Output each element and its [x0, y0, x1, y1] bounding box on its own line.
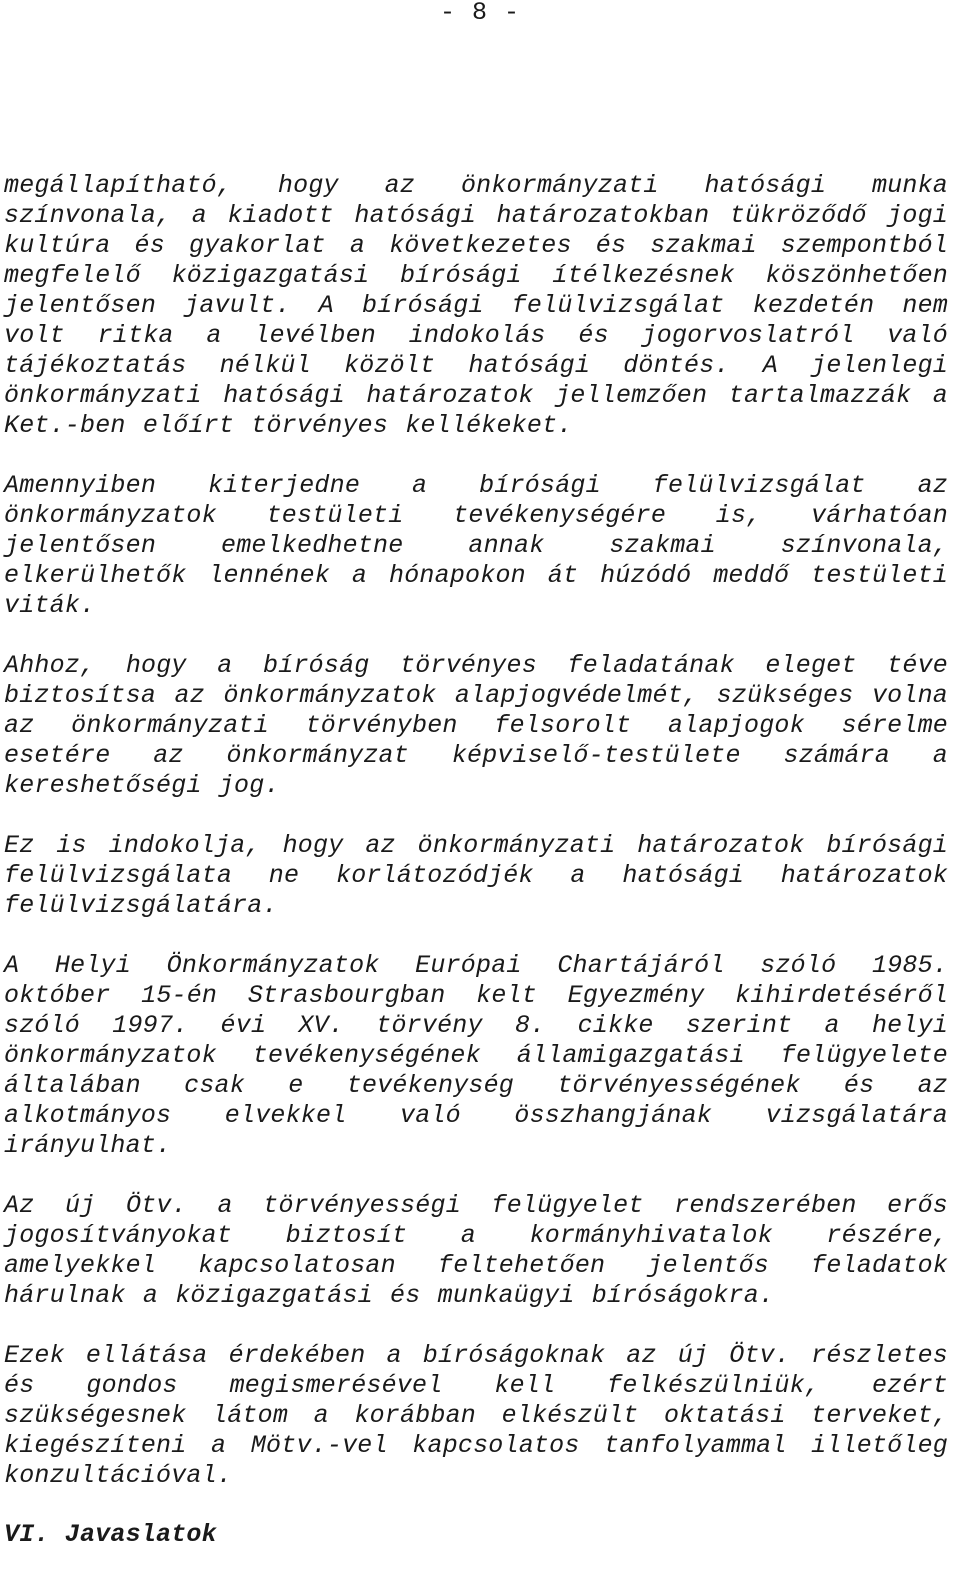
- paragraph-2: Amennyiben kiterjedne a bírósági felülvizsgálat az önkormányzatok testületi tevékenységére is, várhatóan jelentősen emelkedhetne annak szakmai színvonala, elkerülhetők lennének a hónapokon át húzódó meddő testületi viták.: [4, 471, 948, 620]
- section-heading: VI. Javaslatok: [4, 1520, 217, 1549]
- paragraph-6: Az új Ötv. a törvényességi felügyelet rendszerében erős jogosítványokat biztosít a kormányhivatalok részére, amelyekkel kapcsolatosan feltehetően jelentős feladatok hárulnak a közigazgatási és munkaügyi bíróságokra.: [4, 1191, 948, 1310]
- paragraph-1: megállapítható, hogy az önkormányzati hatósági munka színvonala, a kiadott hatósági határozatokban tükröződő jogi kultúra és gyakorlat a következetes és szakmai szempontból megfelelő közigazgatási bírósági ítélkezésnek köszönhetően jelentősen javult. A bírósági felülvizsgálat kezdetén nem volt ritka a levélben indokolás és jogorvoslatról való tájékoztatás nélkül közölt hatósági döntés. A jelenlegi önkormányzati hatósági határozatok jellemzően tartalmazzák a Ket.-ben előírt törvényes kellékeket.: [4, 171, 948, 440]
- page-number: - 8 -: [439, 0, 520, 27]
- paragraph-7: Ezek ellátása érdekében a bíróságoknak az új Ötv. részletes és gondos megismerésével kell felkészülniük, ezért szükségesnek látom a korábban elkészült oktatási terveket, kiegészíteni a Mötv.-vel kapcsolatos tanfolyammal illetőleg konzultációval.: [4, 1341, 948, 1490]
- paragraph-4: Ez is indokolja, hogy az önkormányzati határozatok bírósági felülvizsgálata ne korlátozódjék a hatósági határozatok felülvizsgálatára.: [4, 831, 948, 920]
- document-body: [4, 171, 948, 1550]
- paragraph-5: A Helyi Önkormányzatok Európai Chartájáról szóló 1985. október 15-én Strasbourgban kelt Egyezmény kihirdetéséről szóló 1997. évi XV. törvény 8. cikke szerint a helyi önkormányzatok tevékenységének államigazgatási felügyelete általában csak e tevékenység törvényességének és az alkotmányos elvekkel való összhangjának vizsgálatára irányulhat.: [4, 951, 948, 1160]
- paragraph-3: Ahhoz, hogy a bíróság törvényes feladatának eleget téve biztosítsa az önkormányzatok alapjogvédelmét, szükséges volna az önkormányzati törvényben felsorolt alapjogok sérelme esetére az önkormányzat képviselő-testülete számára a kereshetőségi jog.: [4, 651, 948, 800]
